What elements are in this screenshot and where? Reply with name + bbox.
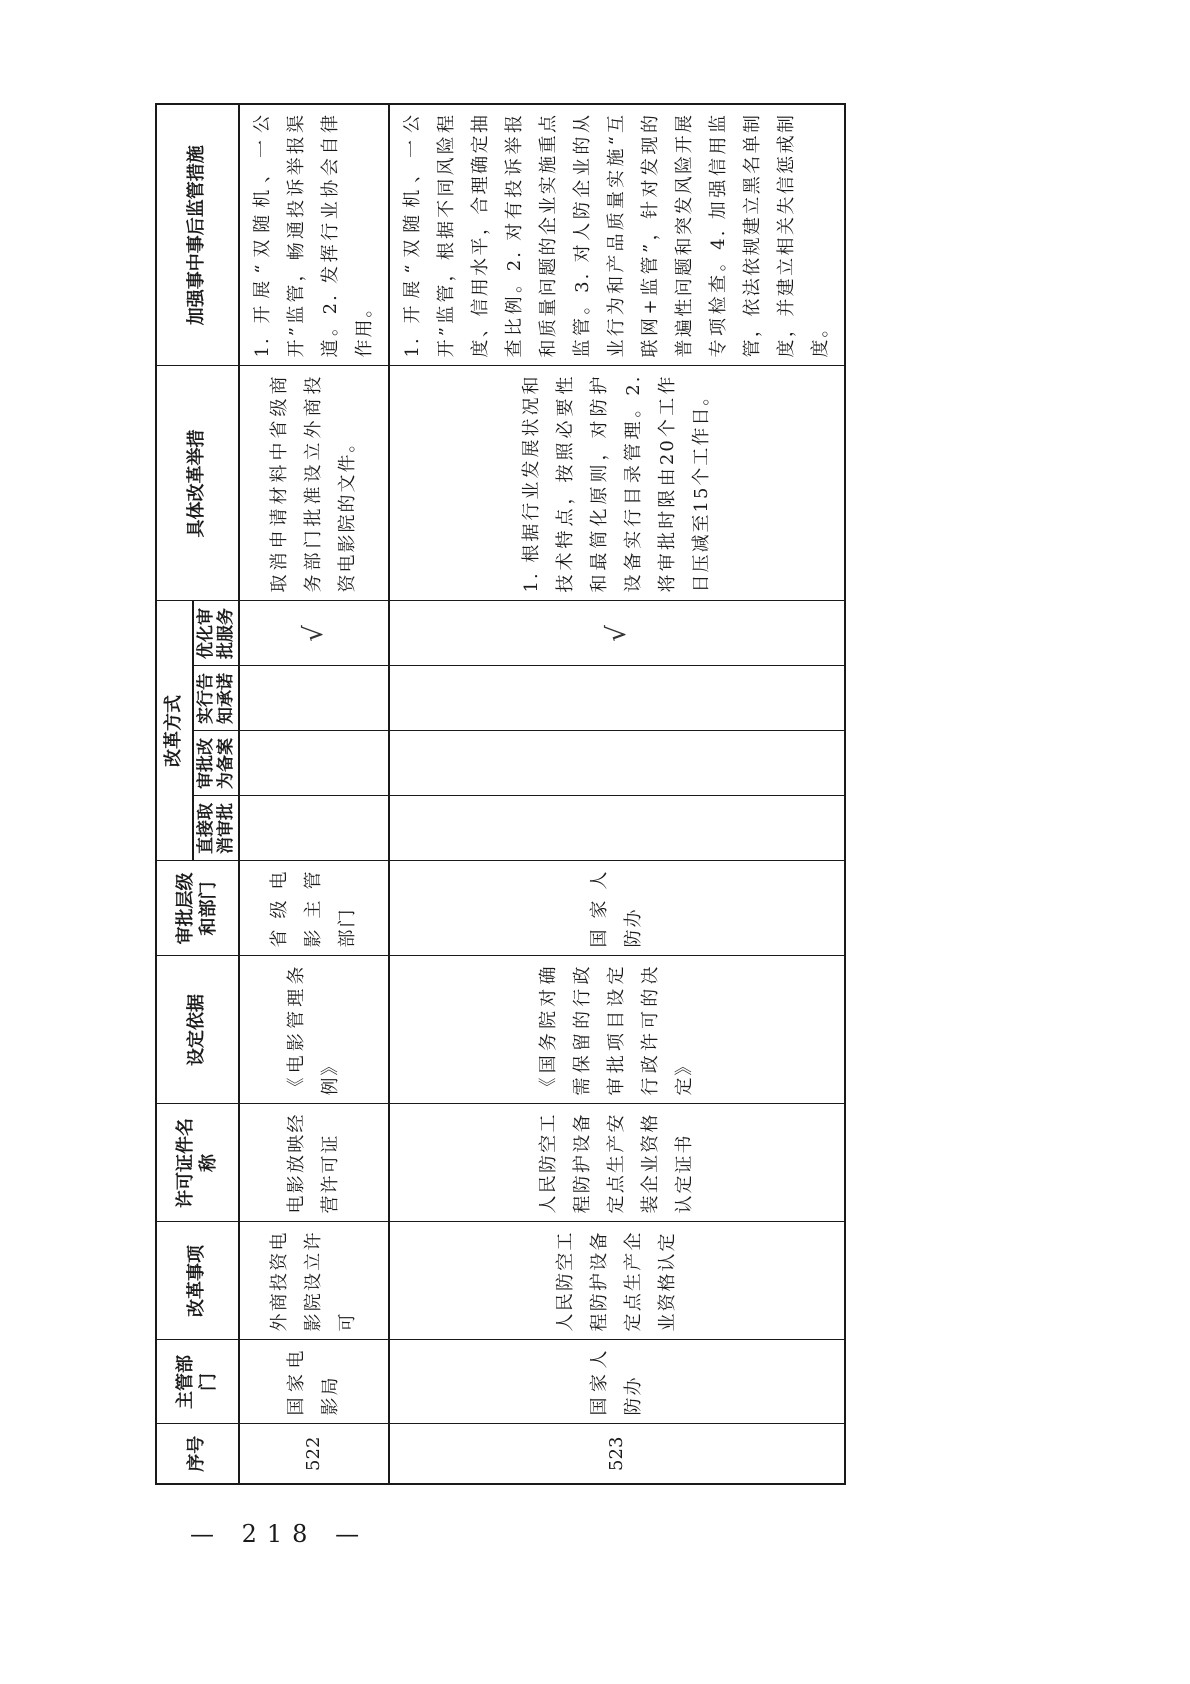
cell-basis: 《电影管理条例》 (239, 956, 389, 1104)
cell-license: 人民防空工程防护设备定点生产安装企业资格认定证书 (389, 1104, 845, 1222)
cell-mode-cancel (239, 796, 389, 861)
header-mode-group: 改革方式 (156, 601, 193, 861)
cell-measures: 1. 根据行业发展状况和技术特点，按照必要性和最简化原则，对防护设备实行目录管理。2. 将审批时限由20个工作日压减至15个工作日。 (389, 366, 845, 601)
table-row (389, 104, 845, 1484)
cell-mode-cancel (389, 796, 845, 861)
header-seq: 序号 (156, 1424, 239, 1484)
header-license: 许可证件名称 (156, 1104, 239, 1222)
cell-item: 外商投资电影院设立许可 (239, 1222, 389, 1340)
header-level: 审批层级和部门 (156, 861, 239, 956)
cell-measures: 取消申请材料中省级商务部门批准设立外商投资电影院的文件。 (239, 366, 389, 601)
header-item: 改革事项 (156, 1222, 239, 1340)
cell-item: 人民防空工程防护设备定点生产企业资格认定 (389, 1222, 845, 1340)
header-mode-optimize: 优化审批服务 (193, 601, 240, 666)
header-supervision: 加强事中事后监管措施 (156, 104, 239, 366)
cell-seq: 523 (389, 1424, 845, 1484)
cell-mode-notify (239, 666, 389, 731)
check-mark: √ (239, 601, 389, 666)
reform-table (155, 103, 846, 1485)
page-number: — 218 — (190, 1520, 370, 1548)
cell-mode-filing (239, 731, 389, 796)
cell-license: 电影放映经营许可证 (239, 1104, 389, 1222)
cell-supervision: 1. 开展“双随机、一公开”监管，根据不同风险程度、信用水平，合理确定抽查比例。2. 对有投诉举报和质量问题的企业实施重点监管。3. 对人防企业的从业行为和产品质量实施“互联网+监管”，针对发现的普遍性问题和突发风险开展专项检查。4. 加强信用监管，依法依规建立黑名单制度，并建立相关失信惩戒制度。 (389, 104, 845, 366)
cell-mode-filing (389, 731, 845, 796)
check-mark: √ (389, 601, 845, 666)
header-dept: 主管部门 (156, 1340, 239, 1424)
header-basis: 设定依据 (156, 956, 239, 1104)
cell-seq: 522 (239, 1424, 389, 1484)
cell-mode-notify (389, 666, 845, 731)
cell-level: 国家人防办 (389, 861, 845, 956)
cell-basis: 《国务院对确需保留的行政审批项目设定行政许可的决定》 (389, 956, 845, 1104)
header-mode-cancel: 直接取消审批 (193, 796, 240, 861)
header-mode-filing: 审批改为备案 (193, 731, 240, 796)
cell-dept: 国家人防办 (389, 1340, 845, 1424)
header-mode-notify: 实行告知承诺 (193, 666, 240, 731)
cell-supervision: 1. 开展“双随机、一公开”监管，畅通投诉举报渠道。2. 发挥行业协会自律作用。 (239, 104, 389, 366)
cell-level: 省级电影主管部门 (239, 861, 389, 956)
header-measures: 具体改革举措 (156, 366, 239, 601)
cell-dept: 国家电影局 (239, 1340, 389, 1424)
table-row (239, 104, 389, 1484)
rotated-table-wrapper (155, 113, 832, 1485)
